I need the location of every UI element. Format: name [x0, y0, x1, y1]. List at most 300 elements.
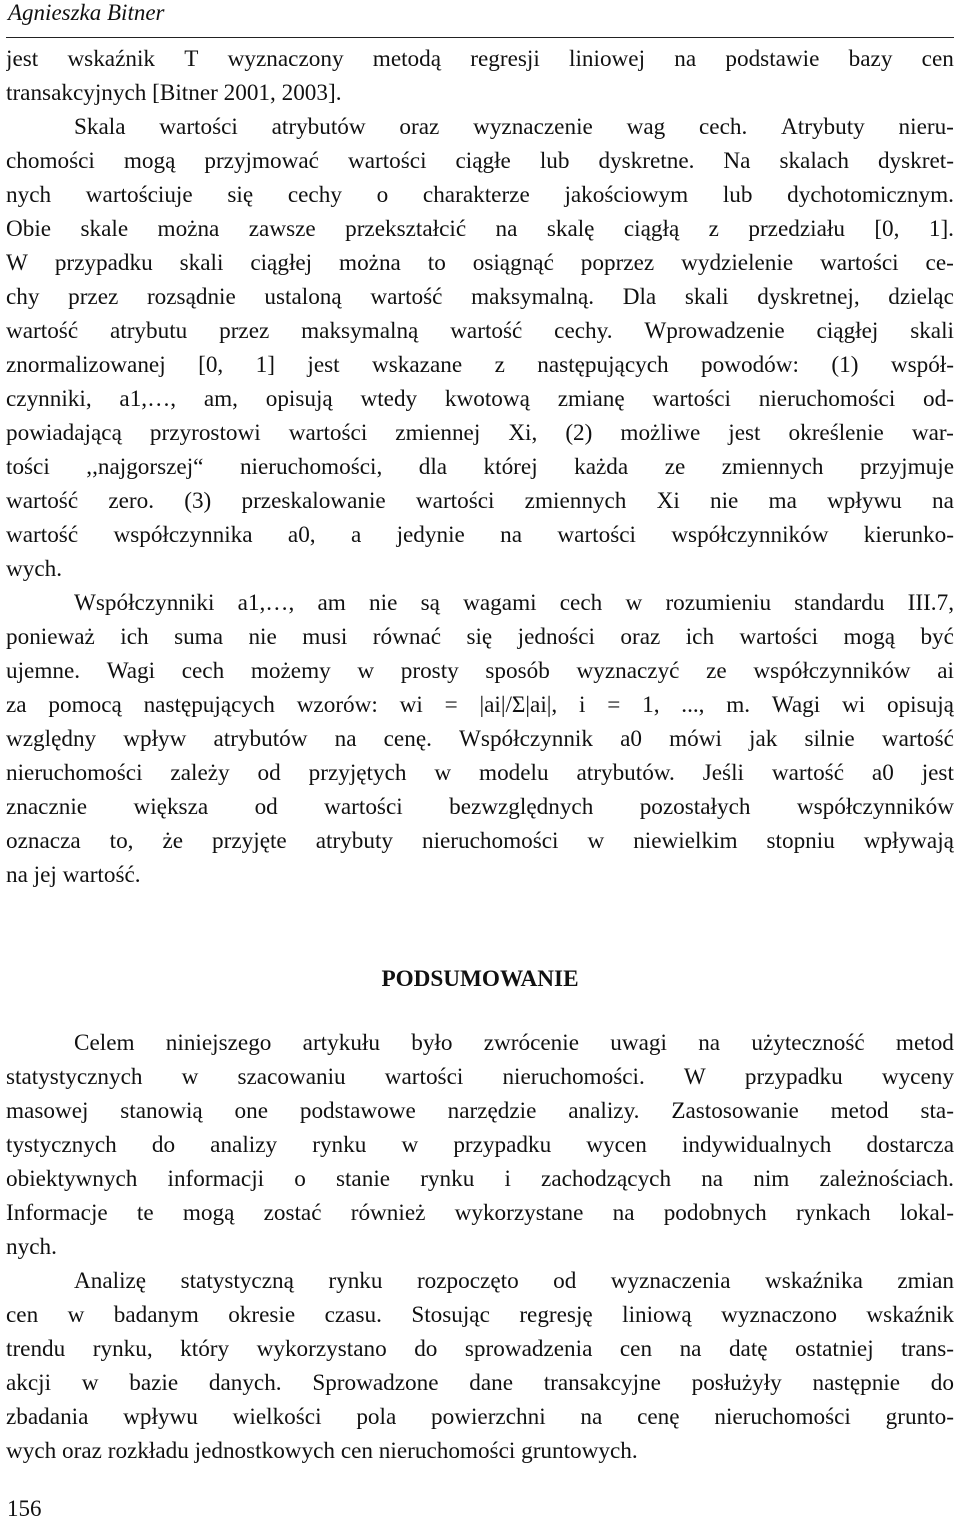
word: ich: [685, 624, 715, 650]
word: transakcyjne: [543, 1370, 661, 1396]
word: wyznaczony: [227, 46, 344, 72]
word: zbadania: [6, 1404, 89, 1430]
word: skali: [179, 250, 224, 276]
word: przyrostowi: [149, 420, 261, 446]
word: posłużyły: [691, 1370, 782, 1396]
word: m.: [726, 692, 751, 718]
word: niniejszego: [165, 1030, 272, 1056]
text-line: [6, 722, 954, 756]
text-line: [6, 110, 954, 144]
word: cenę.: [383, 726, 432, 752]
word: tości: [6, 454, 50, 480]
text-line: [6, 314, 954, 348]
text-line-content: transakcyjnych [Bitner 2001, 2003].: [6, 80, 342, 106]
word: który: [180, 1336, 230, 1362]
word: akcji: [6, 1370, 52, 1396]
word: ponieważ: [6, 624, 95, 650]
word: na: [495, 216, 518, 242]
body-paragraph-1: [6, 42, 954, 892]
word: wartość: [6, 522, 79, 548]
word: wskaźnika: [765, 1268, 863, 1294]
word: wykorzystano: [256, 1336, 387, 1362]
word: bazy: [848, 46, 893, 72]
word: atrybutów: [213, 726, 308, 752]
word: dostarcza: [866, 1132, 954, 1158]
word: mogą: [843, 624, 895, 650]
text-line: [6, 552, 954, 586]
word: na: [931, 488, 954, 514]
word: datę: [728, 1336, 768, 1362]
word: skali: [910, 318, 954, 344]
text-line: [6, 1264, 954, 1298]
word: z: [494, 352, 505, 378]
word: ce-: [925, 250, 954, 276]
word: wpływ: [123, 726, 187, 752]
text-line: [6, 42, 954, 76]
word: się: [466, 624, 493, 650]
word: Xi: [656, 488, 680, 514]
word: pomocą: [48, 692, 122, 718]
word: Zastosowanie: [671, 1098, 799, 1124]
word: Współczynnik: [459, 726, 593, 752]
word: 1].: [928, 216, 954, 242]
word: tystycznych: [6, 1132, 117, 1158]
text-line: [6, 1434, 954, 1468]
word: oraz: [620, 624, 661, 650]
word: wartości: [820, 250, 899, 276]
text-line: [6, 1060, 954, 1094]
text-line: [6, 1366, 954, 1400]
word: stopniu: [766, 828, 835, 854]
word: wskaźnik: [67, 46, 156, 72]
word: się: [227, 182, 254, 208]
word: ma: [768, 488, 797, 514]
word: na: [674, 46, 697, 72]
word: lokal-: [899, 1200, 954, 1226]
text-line: [6, 178, 954, 212]
word: nieru-: [898, 114, 954, 140]
word: charakterze: [422, 182, 530, 208]
word: [0,: [198, 352, 224, 378]
word: pola: [356, 1404, 397, 1430]
word: przez: [68, 284, 119, 310]
word: możliwe: [620, 420, 701, 446]
word: masowej: [6, 1098, 89, 1124]
text-line: [6, 1400, 954, 1434]
word: (2): [565, 420, 593, 446]
word: a1,…,: [119, 386, 177, 412]
word: wzorów:: [296, 692, 378, 718]
word: ciągłe: [455, 148, 511, 174]
word: oraz: [399, 114, 440, 140]
word: wartość: [6, 488, 79, 514]
word: T: [184, 46, 199, 72]
word: ze: [664, 454, 686, 480]
word: dyskret-: [877, 148, 954, 174]
word: ciągłej: [250, 250, 313, 276]
word: nych: [6, 182, 52, 208]
word: dane: [469, 1370, 514, 1396]
word: maksymalną.: [471, 284, 595, 310]
word: analizy: [210, 1132, 278, 1158]
word: nieruchomości: [758, 386, 896, 412]
word: atrybutów.: [576, 760, 675, 786]
word: wykorzystane: [454, 1200, 584, 1226]
word: =: [444, 692, 458, 718]
word: Analizę: [74, 1268, 147, 1294]
word: liniowej: [569, 46, 646, 72]
word: trendu: [6, 1336, 66, 1362]
word: w: [625, 590, 643, 616]
word: kierunko-: [863, 522, 954, 548]
word: następnie: [812, 1370, 901, 1396]
word: maksymalną: [301, 318, 419, 344]
word: o: [376, 182, 389, 208]
word: do: [414, 1336, 438, 1362]
word: wartość: [881, 726, 954, 752]
text-line: [6, 858, 954, 892]
word: cech.: [698, 114, 748, 140]
word: wagami: [463, 590, 537, 616]
word: względny: [6, 726, 97, 752]
word: ciągłej: [816, 318, 879, 344]
word: war-: [911, 420, 954, 446]
word: atrybutu: [109, 318, 188, 344]
word: Wprowadzenie: [644, 318, 785, 344]
text-line: [6, 246, 954, 280]
word: szacowaniu: [237, 1064, 346, 1090]
word: nieruchomości: [421, 828, 559, 854]
word: W: [683, 1064, 706, 1090]
word: wskazane: [372, 352, 463, 378]
word: lub: [539, 148, 570, 174]
word: powodów:: [701, 352, 799, 378]
word: metod: [895, 1030, 954, 1056]
word: wyznaczyć: [576, 658, 680, 684]
word: przekształcić: [345, 216, 467, 242]
word: wpływu: [827, 488, 902, 514]
word: (3): [184, 488, 212, 514]
section-heading: PODSUMOWANIE: [381, 966, 579, 992]
word: |ai|/Σ|ai|,: [479, 692, 558, 718]
text-line-content: wych oraz rozkładu jednostkowych cen nieruchomości gruntowych.: [6, 1438, 638, 1464]
word: mogą: [123, 148, 176, 174]
word: cenę: [637, 1404, 680, 1430]
word: liniową: [622, 1302, 692, 1328]
word: skale: [80, 216, 129, 242]
word: wartości: [384, 1064, 464, 1090]
word: nie: [369, 590, 398, 616]
word: sta-: [920, 1098, 954, 1124]
word: wyznaczenie: [473, 114, 593, 140]
word: wi: [399, 692, 423, 718]
word: grunto-: [885, 1404, 954, 1430]
word: a1,…,: [237, 590, 295, 616]
word: nieruchomości: [714, 1404, 851, 1430]
word: wartości: [324, 794, 403, 820]
word: również: [350, 1200, 426, 1226]
word: opisują: [886, 692, 954, 718]
word: zależnościach.: [819, 1166, 954, 1192]
word: osiągnąć: [472, 250, 554, 276]
word: pozostałych: [639, 794, 751, 820]
word: stanie: [335, 1166, 391, 1192]
word: ...,: [681, 692, 705, 718]
word: one: [234, 1098, 269, 1124]
word: wskaźnik: [866, 1302, 954, 1328]
word: jest: [921, 760, 954, 786]
text-line: [6, 1196, 954, 1230]
text-line: [6, 518, 954, 552]
word: Xi,: [508, 420, 538, 446]
word: ai: [937, 658, 954, 684]
word: powiadającą: [6, 420, 122, 446]
word: suma: [174, 624, 224, 650]
word: od: [254, 794, 278, 820]
word: być: [920, 624, 954, 650]
text-line: [6, 1298, 954, 1332]
word: regresji: [470, 46, 540, 72]
word: cech: [181, 658, 225, 684]
word: uwagi: [610, 1030, 667, 1056]
word: wartość: [6, 318, 79, 344]
word: skali: [684, 284, 729, 310]
word: wartość: [370, 284, 443, 310]
text-line: [6, 1230, 954, 1264]
word: cen: [921, 46, 954, 72]
word: metodą: [372, 46, 442, 72]
word: przez: [219, 318, 270, 344]
word: współ-: [890, 352, 954, 378]
text-line: [6, 348, 954, 382]
word: przypadku: [453, 1132, 552, 1158]
word: cen: [619, 1336, 653, 1362]
word: przeskalowanie: [241, 488, 386, 514]
word: na: [698, 1030, 721, 1056]
word: skalach: [779, 148, 849, 174]
word: jest: [728, 420, 761, 446]
word: przedziału: [748, 216, 845, 242]
header-rule: [6, 37, 954, 38]
word: określenie: [788, 420, 884, 446]
word: wartości: [288, 420, 368, 446]
word: użyteczność: [751, 1030, 865, 1056]
word: cechy: [287, 182, 342, 208]
word: wi: [842, 692, 866, 718]
word: czynniki,: [6, 386, 92, 412]
word: w: [401, 1132, 419, 1158]
word: wartości: [652, 386, 731, 412]
word: wtedy: [360, 386, 418, 412]
word: informacji: [167, 1166, 265, 1192]
word: ustaloną: [264, 284, 342, 310]
word: Stosując: [411, 1302, 490, 1328]
word: współczynnika: [113, 522, 253, 548]
running-header-author: Agnieszka Bitner: [8, 0, 165, 25]
word: atrybutów: [271, 114, 366, 140]
word: w: [357, 658, 375, 684]
word: o: [294, 1166, 306, 1192]
word: Celem: [74, 1030, 135, 1056]
word: nie: [710, 488, 739, 514]
word: indywidualnych: [681, 1132, 832, 1158]
word: wydzielenie: [681, 250, 794, 276]
word: rynku: [328, 1268, 383, 1294]
word: jedności: [517, 624, 595, 650]
word: ze: [706, 658, 727, 684]
text-line: [6, 450, 954, 484]
body-paragraph-2: [6, 1026, 954, 1468]
word: można: [339, 250, 401, 276]
word: zmianę: [557, 386, 625, 412]
word: silnie: [804, 726, 855, 752]
word: to: [427, 250, 446, 276]
word: rozpoczęto: [416, 1268, 519, 1294]
word: Jeśli: [702, 760, 744, 786]
word: do: [151, 1132, 176, 1158]
word: sposób: [485, 658, 550, 684]
word: ,,najgorszej“: [86, 454, 204, 480]
word: zmiennej: [395, 420, 481, 446]
text-line: [6, 620, 954, 654]
word: zawsze: [248, 216, 316, 242]
word: że: [162, 828, 184, 854]
text-line: [6, 144, 954, 178]
word: są: [420, 590, 440, 616]
word: wycen: [586, 1132, 647, 1158]
word: to,: [109, 828, 134, 854]
word: sprowadzenia: [464, 1336, 593, 1362]
word: wyznaczenia: [610, 1268, 731, 1294]
word: cech: [559, 590, 603, 616]
word: wartości: [347, 148, 427, 174]
word: Obie: [6, 216, 52, 242]
text-line: [6, 654, 954, 688]
word: niewielkim: [633, 828, 738, 854]
word: na: [679, 1336, 702, 1362]
word: modelu: [479, 760, 549, 786]
word: przypadku: [744, 1064, 843, 1090]
word: danych.: [208, 1370, 282, 1396]
word: Atrybuty: [781, 114, 865, 140]
word: Na: [723, 148, 751, 174]
word: regresję: [519, 1302, 593, 1328]
word: trans-: [901, 1336, 954, 1362]
word: musi: [302, 624, 348, 650]
word: znacznie: [6, 794, 88, 820]
word: zachodzących: [541, 1166, 672, 1192]
word: zwrócenie: [483, 1030, 579, 1056]
word: mówi: [669, 726, 722, 752]
text-line-content: wych.: [6, 556, 63, 582]
word: badanym: [113, 1302, 199, 1328]
word: am: [317, 590, 346, 616]
word: było: [411, 1030, 453, 1056]
word: dychotomicznym.: [787, 182, 954, 208]
word: narzędzie: [447, 1098, 537, 1124]
word: dyskretnej,: [757, 284, 860, 310]
word: mogą: [182, 1200, 235, 1226]
word: większa: [133, 794, 209, 820]
word: na: [580, 1404, 603, 1430]
word: na: [701, 1166, 724, 1192]
text-line: [6, 586, 954, 620]
word: lub: [722, 182, 753, 208]
word: analizy.: [568, 1098, 640, 1124]
word: obiektywnych: [6, 1166, 138, 1192]
word: statystyczną: [180, 1268, 294, 1294]
word: wyceny: [881, 1064, 954, 1090]
word: am,: [203, 386, 238, 412]
word: oznacza: [6, 828, 81, 854]
word: a0: [620, 726, 642, 752]
text-line: [6, 212, 954, 246]
word: współczynników: [753, 658, 911, 684]
text-line: [6, 1026, 954, 1060]
word: stanowią: [120, 1098, 203, 1124]
word: ujemne.: [6, 658, 81, 684]
word: zależy: [170, 760, 230, 786]
word: zmiennych: [721, 454, 824, 480]
word: statystycznych: [6, 1064, 143, 1090]
word: (1): [831, 352, 859, 378]
word: wartość: [450, 318, 523, 344]
word: rynku: [312, 1132, 367, 1158]
text-line-content: nych.: [6, 1234, 57, 1260]
word: wartości: [739, 624, 819, 650]
word: zmian: [897, 1268, 954, 1294]
word: jak: [749, 726, 778, 752]
page-number: 156: [7, 1496, 42, 1521]
word: III.7,: [907, 590, 954, 616]
word: a0,: [287, 522, 316, 548]
word: 1,: [642, 692, 660, 718]
text-line: [6, 756, 954, 790]
word: każda: [574, 454, 629, 480]
word: na: [612, 1200, 635, 1226]
text-line: [6, 1162, 954, 1196]
text-line: [6, 824, 954, 858]
word: 1]: [255, 352, 275, 378]
word: [0,: [874, 216, 900, 242]
word: kwotową: [444, 386, 530, 412]
word: wartości: [415, 488, 495, 514]
word: a: [350, 522, 362, 548]
word: Dla: [622, 284, 657, 310]
word: z: [708, 216, 719, 242]
text-line: [6, 1094, 954, 1128]
word: ich: [120, 624, 149, 650]
word: za: [6, 692, 27, 718]
word: przypadku: [54, 250, 153, 276]
word: jakościowym: [564, 182, 689, 208]
word: nie: [248, 624, 277, 650]
word: Informacje: [6, 1200, 108, 1226]
word: ostatniej: [795, 1336, 874, 1362]
word: przyjętych: [308, 760, 407, 786]
word: cechy.: [554, 318, 613, 344]
word: w: [181, 1064, 199, 1090]
text-line: [6, 484, 954, 518]
word: od: [553, 1268, 577, 1294]
word: dzieląc: [888, 284, 954, 310]
text-line: [6, 416, 954, 450]
text-line: [6, 1128, 954, 1162]
word: standardu: [794, 590, 885, 616]
word: Wagi: [771, 692, 821, 718]
word: przyjmuje: [859, 454, 954, 480]
word: następujących: [537, 352, 669, 378]
